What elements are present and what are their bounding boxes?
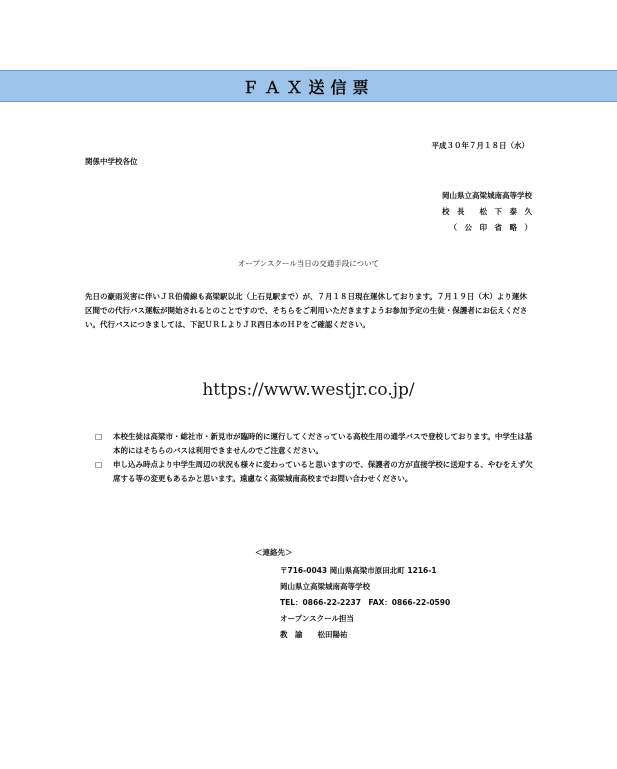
sender-block — [442, 188, 532, 236]
body-text — [85, 290, 532, 332]
note-bullet: □ — [95, 432, 103, 441]
note-text: 本校生徒は高梁市・総社市・新見市が臨時的に運行してくださっている高校生用の通学バスで登校しております。中学生は基本的にはそちらのバスは利用できませんのでご注意ください。 — [113, 432, 533, 455]
notes-list — [95, 430, 535, 486]
sender-principal: 校 長 松 下 泰 久 — [442, 207, 532, 216]
contact-role: オープンスクール担当 — [280, 614, 354, 623]
contact-block — [280, 563, 450, 643]
document-date: 平成３０年７月１８日（水） — [431, 141, 529, 150]
sender-school: 岡山県立高梁城南高等学校 — [442, 191, 532, 200]
recipient: 関係中学校各位 — [85, 157, 138, 166]
note-bullet: □ — [95, 460, 103, 469]
contact-school: 岡山県立高梁城南高等学校 — [280, 582, 370, 591]
contact-phone-fax: TEL：0866-22-2237 FAX：0866-22-0590 — [280, 598, 451, 607]
fax-title: ＦＡＸ送信票 — [242, 77, 375, 97]
contact-person: 教 諭 松田陽祐 — [280, 630, 348, 639]
note-item — [95, 458, 535, 486]
fax-banner — [0, 70, 617, 102]
url-link[interactable]: https://www.westjr.co.jp/ — [202, 380, 415, 400]
subject: オープンスクール当日の交通手段について — [237, 259, 380, 268]
body-paragraph: 先日の豪雨災害に伴いＪＲ伯備線も高梁駅以北（上石見駅まで）が、７月１８日現在運休しております。７月１９日（木）より運休区間での代行バス運転が開始されるとのことですので、そちらをご利用いただきますようお参加予定の生徒・保護者にお伝えください。代行バスにつきましては、下記ＵＲＬよりＪＲ西日本のＨＰをご確認ください。 — [85, 292, 528, 329]
contact-heading: ＜連絡先＞ — [255, 548, 293, 557]
note-text: 申し込み時点より中学生周辺の状況も様々に変わっていると思いますので、保護者の方が直接学校に送迎する、やむをえず欠席する等の変更もあるかと思います。遠慮なく高梁城南高校までお問い合わせください。 — [113, 460, 533, 483]
contact-address: 〒716-0043 岡山県高梁市原田北町 1216-1 — [280, 566, 437, 575]
note-item — [95, 430, 535, 458]
sender-seal-note: （ 公 印 省 略 ） — [449, 223, 532, 232]
